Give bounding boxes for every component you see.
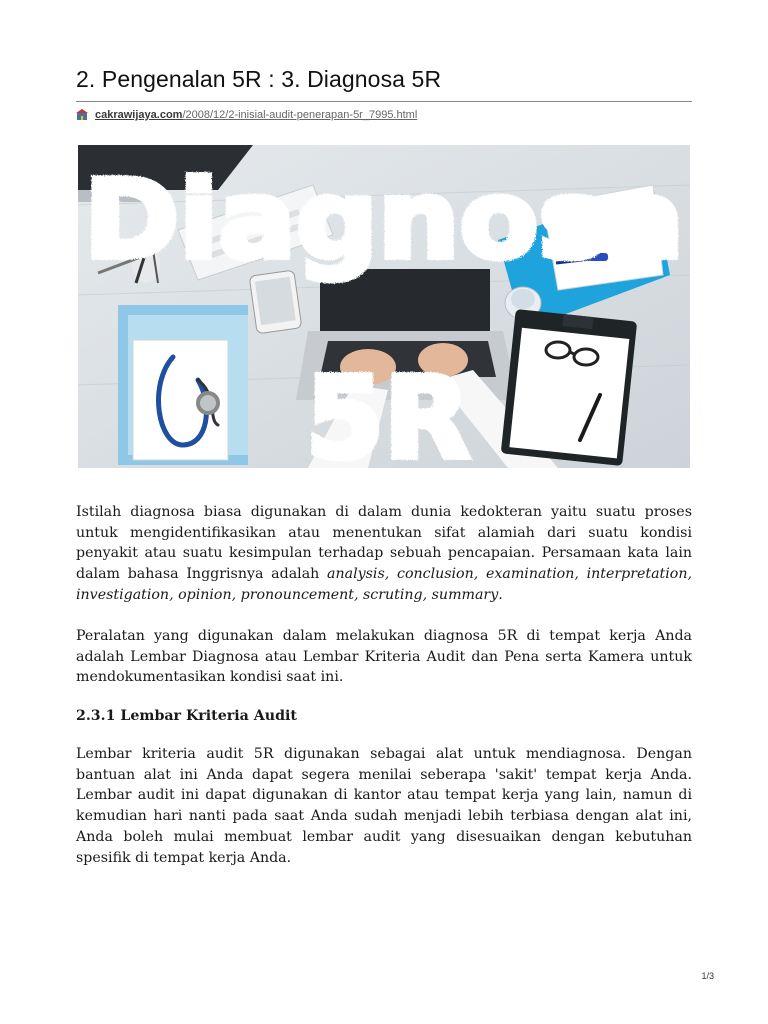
folder-stack [118,305,248,465]
source-link-row[interactable] [76,108,417,122]
hero-image [78,145,690,468]
paragraph-plain-text: Istilah diagnosa biasa digunakan di dalam dunia kedokteran yaitu suatu proses untuk mengidentifikasikan atau menentukan sifat alamiah dari suatu kondisi penyakit atau suatu kesimpulan terhadap sebuah pencapaian. Persamaan kata lain dalam bahasa Inggrisnya adalah [76,504,692,583]
synonym-list: analysis, conclusion, examination, interpretation, investigation, opinion, pronouncement, scruting, summary [76,566,692,603]
paragraph-end: . [498,586,503,603]
page-number: 1/3 [701,971,714,981]
clipboard-icon [501,309,637,466]
source-path-link[interactable]: /2008/12/2-inisial-audit-penerapan-5r_7995.html [182,109,418,121]
hero-overlay-diagnosa: Diagnosa [84,158,684,283]
title-divider [76,101,692,102]
hero-overlay-5r: 5R [305,354,471,468]
page-title: 2. Pengenalan 5R : 3. Diagnosa 5R [76,66,442,92]
paragraph-audit-sheet: Lembar kriteria audit 5R digunakan sebagai alat untuk mendiagnosa. Dengan bantuan alat ini Anda dapat segera menilai seberapa 'sakit' tempat kerja Anda. Lembar audit ini dapat digunakan di kantor atau tempat kerja yang lain, namun di kemudian hari nanti pada saat Anda sudah menjadi lebih terbiasa dengan alat ini, Anda boleh mulai membuat lembar audit yang disesuaikan dengan kebutuhan spesifik di tempat kerja Anda. [76,746,692,866]
paragraph-diagnosa-definition [76,502,692,606]
paragraph-tools: Peralatan yang digunakan dalam melakukan diagnosa 5R di tempat kerja Anda adalah Lembar Diagnosa atau Lembar Kriteria Audit dan Pena serta Kamera untuk mendokumentasikan kondisi saat ini. [76,628,692,686]
section-heading: 2.3.1 Lembar Kriteria Audit [76,708,297,724]
site-favicon-icon [76,109,88,121]
source-domain-link[interactable]: cakrawijaya.com [95,109,183,121]
